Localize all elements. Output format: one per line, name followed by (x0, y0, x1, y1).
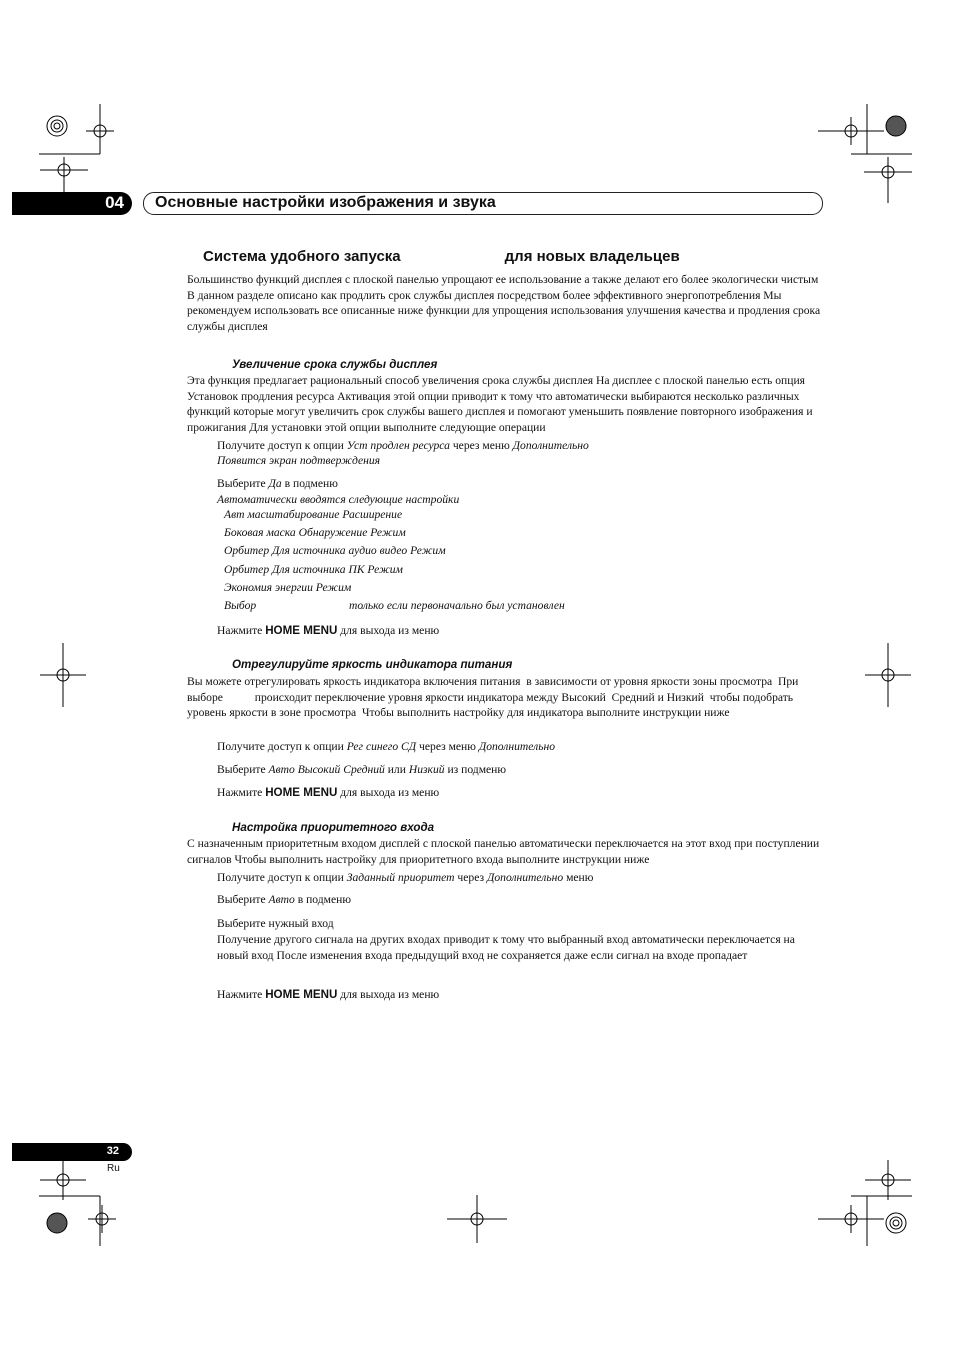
text: для выхода из меню (337, 786, 440, 799)
intro-paragraph: Большинство функций дисплея с плоской панелью упрощают ее использование а также делают его более экологически чистым В данном разделе описано как продлить срок службы дисплея посредством более эффективного энергопотребления Мы рекомендуем использовать все описанные ниже функции для упрощения использования улучшения качества и продления срока службы дисплея (187, 273, 821, 334)
sub3-body: С назначенным приоритетным входом дисплей с плоской панелью автоматически переключается на этот вход при поступлении сигналов Чтобы выполнить настройку для приоритетного входа выполните инструкции ниже (187, 837, 820, 866)
text: или (384, 763, 409, 776)
text: Выберите (217, 763, 269, 776)
settings-list-item: Выбор только если первоначально был установлен (224, 599, 565, 612)
sub1-step2 (217, 476, 827, 492)
text: Получите доступ к опции (217, 439, 347, 452)
text: из подменю (444, 763, 507, 776)
sub1-step3 (217, 623, 827, 639)
option-name: Заданный приоритет (346, 871, 455, 884)
text: меню (563, 871, 594, 884)
chapter-title-bar (143, 192, 823, 215)
section-title-left: Система удобного запуска (203, 248, 401, 265)
section-title (203, 248, 680, 265)
menu-name: Дополнительно (512, 439, 589, 452)
subheading-power-indicator: Отрегулируйте яркость индикатора питания (232, 658, 513, 671)
home-menu-key: HOME MENU (265, 988, 338, 1001)
sub3-step4 (217, 987, 827, 1003)
settings-list-item: Экономия энергии Режим (224, 581, 352, 594)
language-code: Ru (107, 1163, 120, 1174)
sub3-step2 (217, 892, 827, 908)
settings-list-item: Орбитер Для источника аудио видео Режим (224, 544, 446, 557)
text: через меню (416, 740, 479, 753)
text: через меню (449, 439, 513, 452)
chapter-number-badge (12, 192, 132, 215)
text: в подменю (294, 893, 352, 906)
home-menu-key: HOME MENU (265, 786, 338, 799)
sub1-body: Эта функция предлагает рациональный способ увеличения срока службы дисплея На дисплее с плоской панелью есть опция Установок продления ресурса Активация этой опции приводит к тому что автоматически выбираются несколько различных функций которые могут увеличить срок службы вашего дисплея и помогают уменьшить появление повторного изображения и прожигания Для установки этой опции выполните следующие операции (187, 374, 813, 435)
menu-name: Дополнительно (486, 871, 564, 884)
option-value: Да (268, 477, 282, 490)
text: через (454, 871, 487, 884)
sub1-step1 (217, 438, 827, 454)
sub3-step3: Выберите нужный вход (217, 917, 334, 930)
text: Нажмите (217, 786, 266, 799)
sub2-step1 (217, 739, 827, 755)
section-title-right: для новых владельцев (504, 248, 680, 265)
sub2-step2 (217, 762, 827, 778)
subheading-display-life: Увеличение срока службы дисплея (232, 358, 438, 371)
option-value: Низкий (408, 763, 445, 776)
sub1-step2-note: Автоматически вводятся следующие настройки (217, 493, 460, 506)
text: Нажмите (217, 988, 266, 1001)
menu-name: Дополнительно (478, 740, 556, 753)
sub3-step1 (217, 870, 827, 886)
text: для выхода из меню (337, 624, 440, 637)
text: Получите доступ к опции (217, 740, 347, 753)
option-values: Авто Высокий Средний (268, 763, 385, 776)
page-number-badge (12, 1143, 132, 1161)
subheading-priority-input: Настройка приоритетного входа (232, 821, 435, 834)
settings-list-item: Авт масштабирование Расширение (224, 508, 403, 521)
option-value: Авто (268, 893, 295, 906)
chapter-number: 04 (105, 193, 124, 212)
text: Выберите (217, 477, 269, 490)
sub2-body: Вы можете отрегулировать яркость индикатора включения питания в зависимости от уровня яркости зоны просмотра При выборе происходит переключение уровня яркости индикатора между Высокий Средний и Низкий чтобы подобрать уровень яркости в зоне просмотра Чтобы выполнить настройку для индикатора выполните инструкции ниже (187, 675, 802, 720)
sub1-step1-note: Появится экран подтверждения (217, 454, 381, 467)
text: Получите доступ к опции (217, 871, 347, 884)
text: Нажмите (217, 624, 266, 637)
text: в подменю (281, 477, 338, 490)
text: для выхода из меню (337, 988, 440, 1001)
option-name: Уст продлен ресурса (346, 439, 450, 452)
page-number: 32 (106, 1145, 119, 1157)
sub2-step3 (217, 785, 827, 801)
text: Выберите (217, 893, 269, 906)
option-name: Рег синего СД (346, 740, 417, 753)
chapter-title: Основные настройки изображения и звука (155, 194, 496, 211)
home-menu-key: HOME MENU (265, 624, 338, 637)
sub3-step3-note: Получение другого сигнала на других входах приводит к тому что выбранный вход автоматически переключается на новый вход После изменения входа предыдущий вход не сохраняется даже если сигнал на входе пропадает (217, 933, 795, 962)
settings-list-item: Боковая маска Обнаружение Режим (224, 526, 406, 539)
settings-list-item: Орбитер Для источника ПК Режим (224, 563, 403, 576)
